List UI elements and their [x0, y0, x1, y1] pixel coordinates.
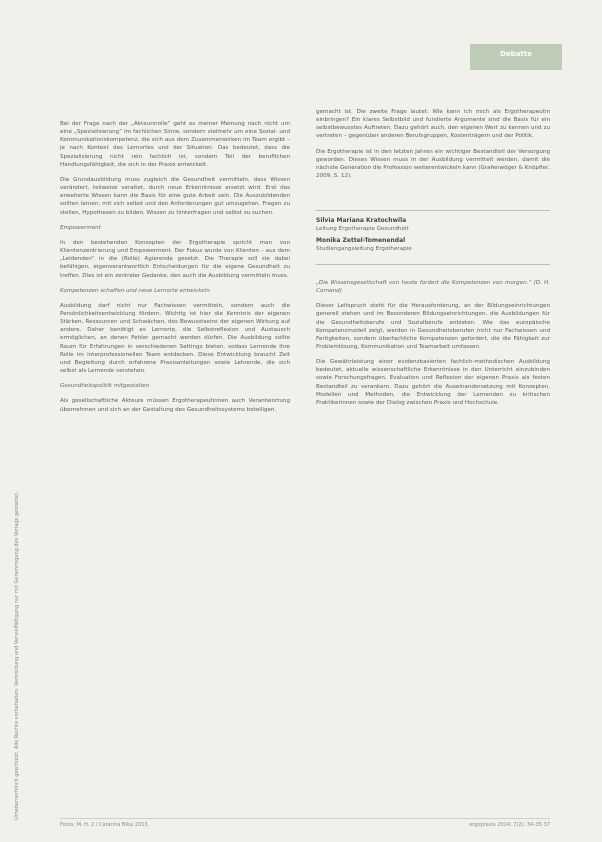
paragraph: Ausbildung darf nicht nur Fachwissen vermitteln, sondern auch die Persönlichkeitsentwicklung fördern. Wichtig ist hier die Kenntnis der eigenen Stärken, Ressourcen und Schwächen, des Bewusstseins der eigenen Wirkung auf andere. Daher benötigt es Lernorte, die Selbstreflexion und Austausch ermöglichen, an denen Fehler gemacht werden dürfen. Die Ausbildung sollte Raum für Erfahrungen in verschiedenen Settings bieten, sodass Lernende ihre Rolle im interprofessionellen Team entdecken. Diese Entwicklung braucht Zeit und Begleitung durch erfahrene Praxisanleitungen sowie Lehrende, die sich selbst als Lernende verstehen. — [60, 302, 290, 375]
author-box — [316, 210, 550, 265]
left-column — [60, 120, 290, 810]
paragraph: Die Ergotherapie ist in den letzten Jahren ein wichtiger Bestandteil der Versorgung geworden. Dieses Wissen muss in der Ausbildung vermittelt werden, damit die nächste Generation die Profession weiterentwickeln kann (Grafenwöger & Knöpfler, 2009, S. 12). — [316, 148, 550, 180]
footer-divider — [60, 818, 550, 819]
paragraph: gemacht ist. Die zweite Frage lautet: Wie kann ich mich als Ergotherapeutin einbringen? Ein klares Selbstbild und fundierte Argumente sind die Basis für ein selbstbewusstes Auftreten. Dazu gehört auch, den eigenen Wert zu kennen und zu vertreten – gegenüber anderen Berufsgruppen, Kostenträgern und der Politik. — [316, 109, 550, 140]
side-note — [14, 60, 26, 820]
footer-citation: ergopraxis 2014; 7(2): 34–35 37 — [469, 822, 550, 828]
side-note-text: Urheberrechtlich geschützt. Alle Rechte vorbehalten. Verbreitung und Vervielfältigung nur mit Genehmigung des Verlags gestattet. — [14, 491, 20, 820]
author-name: Silvia Mariana Kratochwila — [316, 217, 407, 225]
right-column — [316, 108, 550, 808]
paragraph: Als gesellschaftliche Akteure müssen Ergotherapeutinnen auch Verantwortung übernehmen und sich an der Gestaltung des Gesundheitssystems beteiligen. — [60, 398, 290, 413]
section-heading: Gesundheitspolitik mitgestalten — [60, 383, 150, 390]
paragraph: Bei der Frage nach der „Akteursrolle“ geht es meiner Meinung nach nicht um eine „Spezialisierung“ im fachlichen Sinne, sondern vielmehr um eine Sozial- und Kommunikationskompetenz, die sich aus dem Zusammenwirken im Team ergibt – je nach Kontext des Lernortes und der Situation. Das bedeutet, dass die Spezialisierung nicht rein fachlich ist, sondern Teil der beruflichen Handlungsfähigkeit, die sich in der Praxis entwickelt. — [60, 121, 290, 168]
quote: „Die Wissensgesellschaft von heute fordert die Kompetenzen von morgen.“ (D. H. Cornand) — [316, 279, 550, 295]
paragraph: Die Grundausbildung muss zugleich die Gesundheit vermitteln, dass Wissen verändert, teilweise veraltet, durch neue Erkenntnisse ersetzt wird. Erst das erweiterte Wissen kann die Basis für eine gute Arbeit sein. Die Auszubildenden sollten lernen, mit sich selbst und den Anforderungen gut umzugehen. Fragen zu stellen, Hypothesen zu bilden, Wissen zu hinterfragen und selbst zu suchen. — [60, 176, 290, 216]
author-name: Monika Zettel-Tomenendal — [316, 236, 406, 244]
section-tab — [470, 44, 562, 70]
paragraph: Die Gewährleistung einer evidenzbasierten fachlich-methodischen Ausbildung bedeutet, aktuelle wissenschaftliche Erkenntnisse in den Unterricht einzubinden sowie Forschungsfragen, Evaluation und Reflexion der eigenen Praxis als festen Bestandteil zu verankern. Dazu gehört die Auseinandersetzung mit Konzepten, Modellen und Methoden, die Entwicklung der Lernenden zu kritischen Praktikerinnen sowie der Dialog zwischen Praxis und Hochschule. — [316, 359, 550, 406]
author-role: Leitung Ergotherapie Gesundheit — [316, 226, 409, 233]
section-heading: Empowerment — [60, 224, 101, 231]
footer-credit: Fotos: M. H. 2 / Catarina Bliss 2013 — [60, 822, 148, 828]
paragraph: Dieser Leitspruch steht für die Herausforderung, an der Bildungseinrichtungen generell stehen und im Besonderen Bildungseinrichtungen, die Ausbildungen für die Gesundheitsberufe und Sozialberufe anbieten. Wie das europäische Kompetenzmodell zeigt, werden in Gesundheitsberufen nicht nur Fachwissen und Fertigkeiten, sondern überfachliche Kompetenzen gefordert, die die Fähigkeit zur Problemlösung, Kommunikation und Teamarbeit umfassen. — [316, 303, 550, 350]
paragraph: In den bestehenden Konzepten der Ergotherapie spricht man von Klientenzentrierung und Empowerment. Der Fokus wurde von Klienten – aus dem „Leidenden“ in die (Rolle) Agierende gesetzt. Die Therapie soll sie dabei befähigen, eigenverantwortlich Entscheidungen für die eigene Gesundheit zu treffen. Dies ist ein zentraler Gedanke, den auch die Ausbildung vermitteln muss. — [60, 239, 290, 279]
section-heading: Kompetenzen schaffen und neue Lernorte entwickeln — [60, 287, 210, 294]
author-role: Studiengangsleitung Ergotherapie — [316, 245, 412, 252]
section-tab-label: Debatte — [500, 50, 532, 58]
